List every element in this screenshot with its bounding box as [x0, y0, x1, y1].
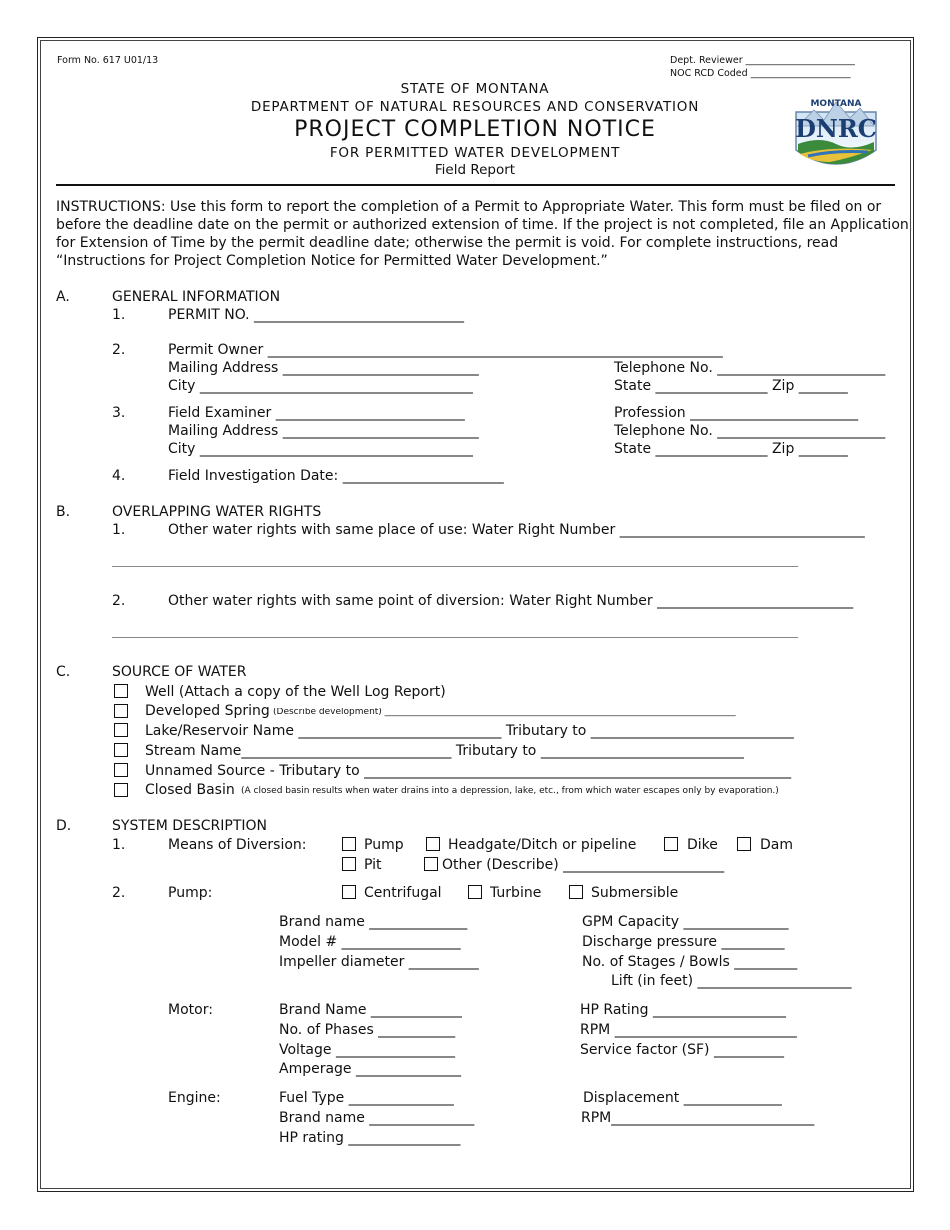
section-a-heading: GENERAL INFORMATION: [112, 289, 281, 305]
developed-spring-checkbox[interactable]: [114, 704, 128, 718]
state-heading: STATE OF MONTANA: [400, 81, 550, 97]
stages-bowls-field[interactable]: No. of Stages / Bowls _________: [582, 954, 798, 970]
examiner-telephone-field[interactable]: Telephone No. ________________________: [614, 423, 886, 439]
lake-reservoir-field[interactable]: Lake/Reservoir Name _____________________________ Tributary to _____________________________: [145, 723, 794, 739]
phases-field[interactable]: No. of Phases ___________: [279, 1022, 456, 1038]
dike-checkbox[interactable]: [664, 837, 678, 851]
pit-checkbox[interactable]: [342, 857, 356, 871]
pump-brand-name-field[interactable]: Brand name ______________: [279, 914, 468, 930]
examiner-mailing-address-field[interactable]: Mailing Address ____________________________: [168, 423, 479, 439]
examiner-state-zip-field[interactable]: State ________________ Zip _______: [614, 441, 848, 457]
item-number: 1.: [112, 522, 126, 538]
dam-option-label: Dam: [760, 837, 793, 853]
pump-checkbox[interactable]: [342, 837, 356, 851]
unnamed-source-checkbox[interactable]: [114, 763, 128, 777]
same-point-of-diversion-field[interactable]: Other water rights with same point of diversion: Water Right Number ____________________________: [168, 593, 854, 609]
amperage-field[interactable]: Amperage _______________: [279, 1061, 461, 1077]
submersible-option-label: Submersible: [591, 885, 679, 901]
means-of-diversion-label: Means of Diversion:: [168, 837, 307, 853]
dike-option-label: Dike: [687, 837, 718, 853]
section-c-heading: SOURCE OF WATER: [112, 664, 247, 680]
same-point-of-diversion-continuation[interactable]: __________________________________________________________________________________________________: [112, 624, 798, 638]
other-describe-field[interactable]: Other (Describe) _______________________: [442, 857, 725, 873]
owner-mailing-address-field[interactable]: Mailing Address ____________________________: [168, 360, 479, 376]
dept-reviewer-field[interactable]: Dept. Reviewer _______________________: [670, 55, 855, 66]
motor-brand-name-field[interactable]: Brand Name _____________: [279, 1002, 462, 1018]
instructions-line-2: before the deadline date on the permit or authorized extension of time. If the project is not completed, file an Application: [56, 217, 909, 233]
engine-label: Engine:: [168, 1090, 221, 1106]
fuel-type-field[interactable]: Fuel Type _______________: [279, 1090, 454, 1106]
section-d-heading: SYSTEM DESCRIPTION: [112, 818, 268, 834]
discharge-pressure-field[interactable]: Discharge pressure _________: [582, 934, 785, 950]
section-d-letter: D.: [56, 818, 72, 834]
submersible-checkbox[interactable]: [569, 885, 583, 899]
section-a-letter: A.: [56, 289, 70, 305]
spring-description-field[interactable]: (Describe development) ______________________________________________________________________________: [273, 708, 736, 717]
section-b-heading: OVERLAPPING WATER RIGHTS: [112, 504, 322, 520]
gpm-capacity-field[interactable]: GPM Capacity _______________: [582, 914, 789, 930]
item-number: 2.: [112, 342, 126, 358]
lift-field[interactable]: Lift (in feet) ______________________: [611, 973, 852, 989]
hp-rating-field[interactable]: HP Rating ___________________: [580, 1002, 787, 1018]
item-number: 3.: [112, 405, 126, 421]
logo-top-text: MONTANA: [810, 99, 862, 109]
closed-basin-note: (A closed basin results when water drains into a depression, lake, etc., from which water escapes only by evaporation.): [241, 786, 779, 796]
same-place-of-use-continuation[interactable]: __________________________________________________________________________________________________: [112, 553, 798, 567]
instructions-line-1: INSTRUCTIONS: Use this form to report the completion of a Permit to Appropriate Water. This form must be filed on or: [56, 199, 882, 215]
owner-telephone-field[interactable]: Telephone No. ________________________: [614, 360, 886, 376]
closed-basin-label: Closed Basin: [145, 782, 235, 798]
department-heading: DEPARTMENT OF NATURAL RESOURCES AND CONSERVATION: [250, 99, 700, 115]
lake-reservoir-checkbox[interactable]: [114, 723, 128, 737]
headgate-checkbox[interactable]: [426, 837, 440, 851]
well-label: Well (Attach a copy of the Well Log Report): [145, 684, 446, 700]
item-number: 1.: [112, 837, 126, 853]
owner-state-zip-field[interactable]: State ________________ Zip _______: [614, 378, 848, 394]
centrifugal-option-label: Centrifugal: [364, 885, 442, 901]
engine-hp-rating-field[interactable]: HP rating ________________: [279, 1130, 461, 1146]
stream-checkbox[interactable]: [114, 743, 128, 757]
item-number: 2.: [112, 593, 126, 609]
engine-brand-name-field[interactable]: Brand name _______________: [279, 1110, 475, 1126]
centrifugal-checkbox[interactable]: [342, 885, 356, 899]
engine-rpm-field[interactable]: RPM_____________________________: [581, 1110, 815, 1126]
page-title: PROJECT COMPLETION NOTICE: [294, 117, 656, 142]
header-divider: [56, 184, 895, 186]
other-checkbox[interactable]: [424, 857, 438, 871]
turbine-option-label: Turbine: [490, 885, 542, 901]
logo-main-text: DNRC: [795, 114, 877, 143]
voltage-field[interactable]: Voltage _________________: [279, 1042, 455, 1058]
noc-rcd-coded-field[interactable]: NOC RCD Coded _____________________: [670, 68, 851, 79]
subtitle: FOR PERMITTED WATER DEVELOPMENT: [329, 145, 621, 161]
profession-field[interactable]: Profession ________________________: [614, 405, 859, 421]
unnamed-source-field[interactable]: Unnamed Source - Tributary to _____________________________________________________________: [145, 763, 792, 779]
section-c-letter: C.: [56, 664, 71, 680]
motor-label: Motor:: [168, 1002, 213, 1018]
form-number: Form No. 617 U01/13: [57, 55, 159, 66]
pump-label: Pump:: [168, 885, 213, 901]
field-examiner-field[interactable]: Field Examiner ___________________________: [168, 405, 465, 421]
same-place-of-use-field[interactable]: Other water rights with same place of use: Water Right Number ___________________________________: [168, 522, 865, 538]
item-number: 2.: [112, 885, 126, 901]
model-number-field[interactable]: Model # _________________: [279, 934, 461, 950]
section-b-letter: B.: [56, 504, 71, 520]
well-checkbox[interactable]: [114, 684, 128, 698]
field-investigation-date-field[interactable]: Field Investigation Date: _______________________: [168, 468, 504, 484]
pit-option-label: Pit: [364, 857, 382, 873]
permit-no-field[interactable]: PERMIT NO. ______________________________: [168, 307, 465, 323]
displacement-field[interactable]: Displacement ______________: [583, 1090, 782, 1106]
pump-option-label: Pump: [364, 837, 404, 853]
closed-basin-checkbox[interactable]: [114, 783, 128, 797]
headgate-option-label: Headgate/Ditch or pipeline: [448, 837, 637, 853]
motor-rpm-field[interactable]: RPM __________________________: [580, 1022, 797, 1038]
item-number: 4.: [112, 468, 126, 484]
dnrc-logo: [790, 92, 882, 176]
owner-city-field[interactable]: City _______________________________________: [168, 378, 473, 394]
report-type: Field Report: [434, 162, 516, 178]
instructions-line-4: “Instructions for Project Completion Notice for Permitted Water Development.”: [56, 253, 608, 269]
developed-spring-label: Developed Spring: [145, 703, 270, 719]
item-number: 1.: [112, 307, 126, 323]
dam-checkbox[interactable]: [737, 837, 751, 851]
permit-owner-field[interactable]: Permit Owner _________________________________________________________________: [168, 342, 723, 358]
stream-name-field[interactable]: Stream Name______________________________ Tributary to _____________________________: [145, 743, 744, 759]
turbine-checkbox[interactable]: [468, 885, 482, 899]
examiner-city-field[interactable]: City _______________________________________: [168, 441, 473, 457]
instructions-line-3: for Extension of Time by the permit deadline date; otherwise the permit is void. For complete instructions, read: [56, 235, 839, 251]
service-factor-field[interactable]: Service factor (SF) __________: [580, 1042, 784, 1058]
impeller-diameter-field[interactable]: Impeller diameter __________: [279, 954, 479, 970]
